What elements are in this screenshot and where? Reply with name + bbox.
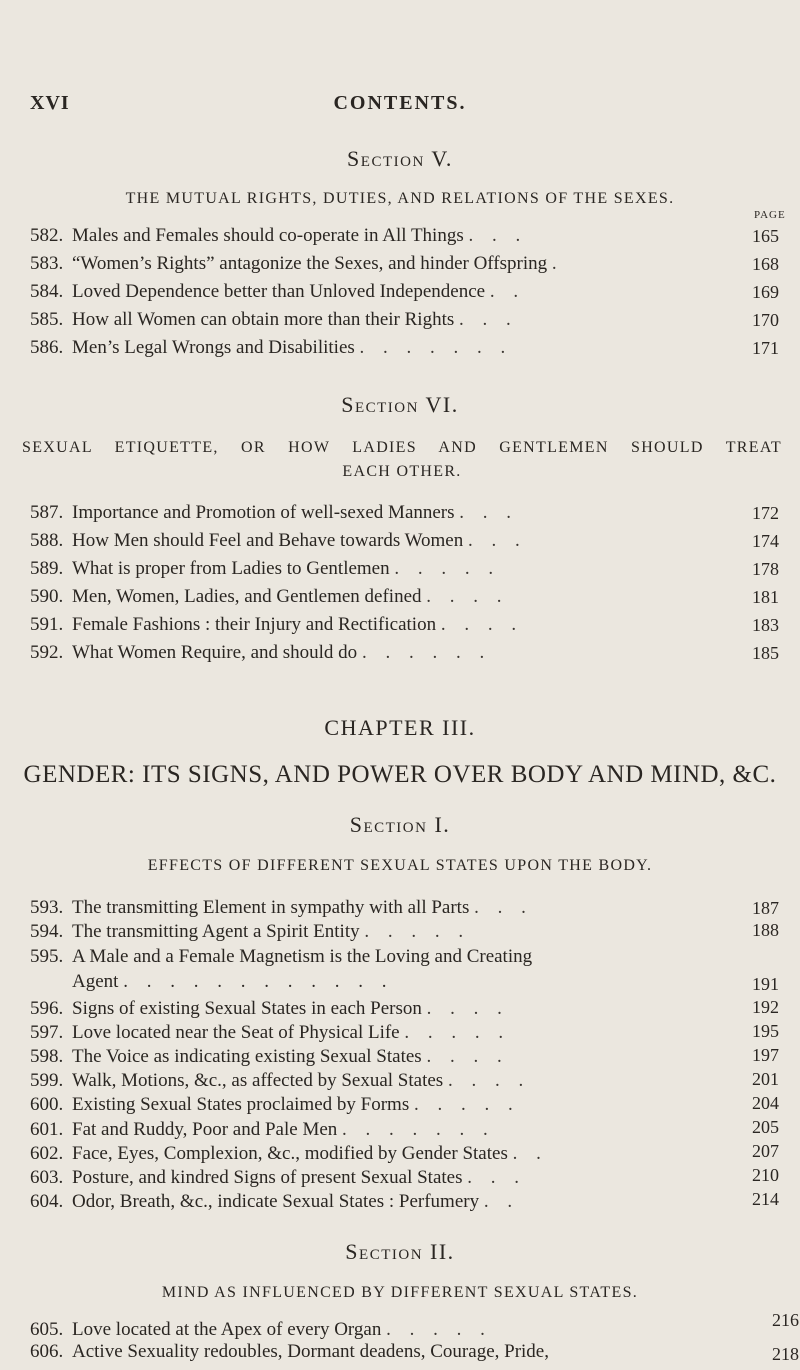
section-v-title: Section V. (347, 146, 453, 171)
toc-entry (30, 278, 730, 306)
entry-number: 595. (30, 946, 64, 967)
leader-dots: . . . (474, 897, 533, 918)
entry-page: 187 (752, 898, 779, 918)
entry-page: 191 (752, 974, 779, 994)
entry-page: 201 (752, 1069, 779, 1089)
toc-entry (30, 1338, 770, 1366)
leader-dots: . . . (467, 1167, 527, 1188)
toc-entry (30, 499, 730, 527)
leader-dots: . . . (468, 530, 527, 551)
running-head (0, 92, 800, 116)
leader-dots: . . (489, 281, 526, 302)
entry-page: 183 (752, 615, 779, 635)
leader-dots: . . . . (426, 1046, 509, 1067)
entry-page: 195 (752, 1021, 779, 1041)
leader-dots: . . . . . . (361, 642, 492, 663)
toc-entry (30, 583, 730, 611)
section-vi-subtitle-line2: EACH OTHER. (342, 463, 462, 480)
toc-entry (30, 611, 730, 639)
toc-entry (30, 306, 730, 334)
toc-entry (30, 943, 770, 971)
entry-page: 210 (752, 1165, 779, 1185)
toc-entry-continuation (72, 968, 393, 996)
leader-dots: . . . (459, 309, 518, 330)
entry-title: What is proper from Ladies to Gentlemen (72, 558, 390, 579)
entry-page: 185 (752, 643, 779, 663)
entry-title: How Men should Feel and Behave towards Women (72, 530, 464, 551)
entry-title: Importance and Promotion of well-sexed Manners (72, 502, 455, 523)
entry-title: Men, Women, Ladies, and Gentlemen defined (72, 586, 422, 607)
entry-title: The transmitting Element in sympathy with all Parts (72, 897, 470, 918)
entry-page: 192 (752, 997, 779, 1017)
entry-continuation-text: Agent (72, 971, 119, 992)
entry-title: Love located near the Seat of Physical Life (72, 1022, 400, 1043)
section-i-subtitle: EFFECTS OF DIFFERENT SEXUAL STATES UPON THE BODY. (147, 857, 653, 874)
entry-title: Loved Dependence better than Unloved Independence (72, 281, 486, 302)
toc-entry (30, 1188, 730, 1216)
leader-dots: . . . . (426, 998, 509, 1019)
toc-entry (30, 1091, 730, 1119)
leader-dots: . . . . . (394, 558, 501, 579)
leader-dots: . . . . (426, 586, 509, 607)
entry-number: 582. (30, 225, 64, 246)
section-v-subtitle: THE MUTUAL RIGHTS, DUTIES, AND RELATIONS OF THE SEXES. (125, 190, 675, 207)
entry-number: 584. (30, 281, 64, 302)
toc-entry (30, 250, 730, 278)
entry-number: 589. (30, 558, 64, 579)
entry-title: Active Sexuality redoubles, Dormant deadens, Courage, Pride, (72, 1341, 549, 1362)
entry-title: A Male and a Female Magnetism is the Loving and Creating (72, 946, 533, 967)
entry-title: Men’s Legal Wrongs and Disabilities (72, 337, 355, 358)
entry-page: 169 (752, 282, 779, 302)
entry-title: Female Fashions : their Injury and Rectification (72, 614, 437, 635)
entry-number: 591. (30, 614, 64, 635)
toc-entry (30, 222, 730, 250)
entry-page: 171 (752, 338, 779, 358)
entry-title: Posture, and kindred Signs of present Sexual States (72, 1167, 463, 1188)
toc-entry (30, 639, 730, 667)
leader-dots: . . . . . . . (342, 1119, 495, 1140)
leader-dots: . . . . . (386, 1319, 492, 1340)
page-column-label: PAGE (754, 209, 786, 221)
running-title: CONTENTS. (333, 92, 467, 114)
entry-title: The Voice as indicating existing Sexual States (72, 1046, 422, 1067)
leader-dots: . . (483, 1191, 520, 1212)
entry-number: 600. (30, 1094, 64, 1115)
entry-title: Odor, Breath, &c., indicate Sexual States : Perfumery (72, 1191, 480, 1212)
entry-number: 601. (30, 1119, 64, 1140)
entry-page: 165 (752, 226, 779, 246)
entry-number: 594. (30, 921, 64, 942)
entry-page: 170 (752, 310, 779, 330)
section-ii-subtitle: MIND AS INFLUENCED BY DIFFERENT SEXUAL STATES. (161, 1284, 639, 1301)
entry-title: Signs of existing Sexual States in each Person (72, 998, 422, 1019)
entry-title: “Women’s Rights” antagonize the Sexes, and hinder Offspring (72, 253, 548, 274)
leader-dots: . . . . . . . . . . . . (123, 971, 394, 992)
section-vi-title: Section VI. (341, 392, 459, 417)
chapter-label: CHAPTER III. (324, 715, 476, 740)
entry-number: 603. (30, 1167, 64, 1188)
entry-number: 606. (30, 1341, 64, 1362)
leader-dots: . (551, 253, 564, 274)
section-vi-subtitle (22, 436, 782, 484)
leader-dots: . . . . (447, 1070, 531, 1091)
section-ii-title: Section II. (345, 1239, 455, 1264)
entry-title: Face, Eyes, Complexion, &c., modified by Gender States (72, 1143, 508, 1164)
entry-page: 205 (752, 1117, 779, 1137)
entry-number: 586. (30, 337, 64, 358)
entry-page: 197 (752, 1045, 779, 1065)
entry-page: 174 (752, 531, 779, 551)
entry-number: 596. (30, 998, 64, 1019)
toc-entry (30, 918, 730, 946)
entry-number: 604. (30, 1191, 64, 1212)
entry-title: Males and Females should co-operate in All Things (72, 225, 464, 246)
entry-number: 590. (30, 586, 64, 607)
entry-title: Love located at the Apex of every Organ (72, 1319, 382, 1340)
leader-dots: . . . . . (364, 921, 471, 942)
entry-page: 204 (752, 1093, 779, 1113)
entry-title: The transmitting Agent a Spirit Entity (72, 921, 360, 942)
entry-page: 188 (752, 920, 779, 940)
section-i-title: Section I. (349, 812, 451, 837)
leader-dots: . . . . . (413, 1094, 520, 1115)
entry-number: 587. (30, 502, 64, 523)
entry-number: 588. (30, 530, 64, 551)
entry-number: 592. (30, 642, 64, 663)
entry-page: 214 (752, 1189, 779, 1209)
entry-page: 181 (752, 587, 779, 607)
entry-page: 172 (752, 503, 779, 523)
leader-dots: . . (512, 1143, 548, 1164)
entry-number: 597. (30, 1022, 64, 1043)
chapter-title: GENDER: ITS SIGNS, AND POWER OVER BODY AND MIND, &C. (23, 761, 777, 788)
entry-page: 168 (752, 254, 779, 274)
entry-number: 599. (30, 1070, 64, 1091)
entry-title: What Women Require, and should do (72, 642, 358, 663)
entry-title: Fat and Ruddy, Poor and Pale Men (72, 1119, 338, 1140)
entry-number: 602. (30, 1143, 64, 1164)
page-folio: XVI (30, 92, 70, 114)
entry-number: 583. (30, 253, 64, 274)
entry-title: Existing Sexual States proclaimed by Forms (72, 1094, 410, 1115)
entry-page: 207 (752, 1141, 779, 1161)
entry-number: 598. (30, 1046, 64, 1067)
entry-page: 218 (772, 1344, 799, 1364)
leader-dots: . . . . . . . (359, 337, 513, 358)
entry-number: 593. (30, 897, 64, 918)
toc-entry (30, 334, 730, 362)
entry-number: 585. (30, 309, 64, 330)
leader-dots: . . . . . (404, 1022, 511, 1043)
leader-dots: . . . (468, 225, 528, 246)
toc-entry (30, 555, 730, 583)
toc-entry (30, 527, 730, 555)
entry-page: 216 (772, 1310, 799, 1330)
section-vi-subtitle-line1: SEXUAL ETIQUETTE, OR HOW LADIES AND GENTLEMEN SHOULD TREAT (22, 439, 782, 456)
leader-dots: . . . (459, 502, 519, 523)
leader-dots: . . . . (440, 614, 524, 635)
entry-number: 605. (30, 1319, 64, 1340)
entry-title: Walk, Motions, &c., as affected by Sexual States (72, 1070, 444, 1091)
entry-title: How all Women can obtain more than their Rights (72, 309, 455, 330)
entry-page: 178 (752, 559, 779, 579)
